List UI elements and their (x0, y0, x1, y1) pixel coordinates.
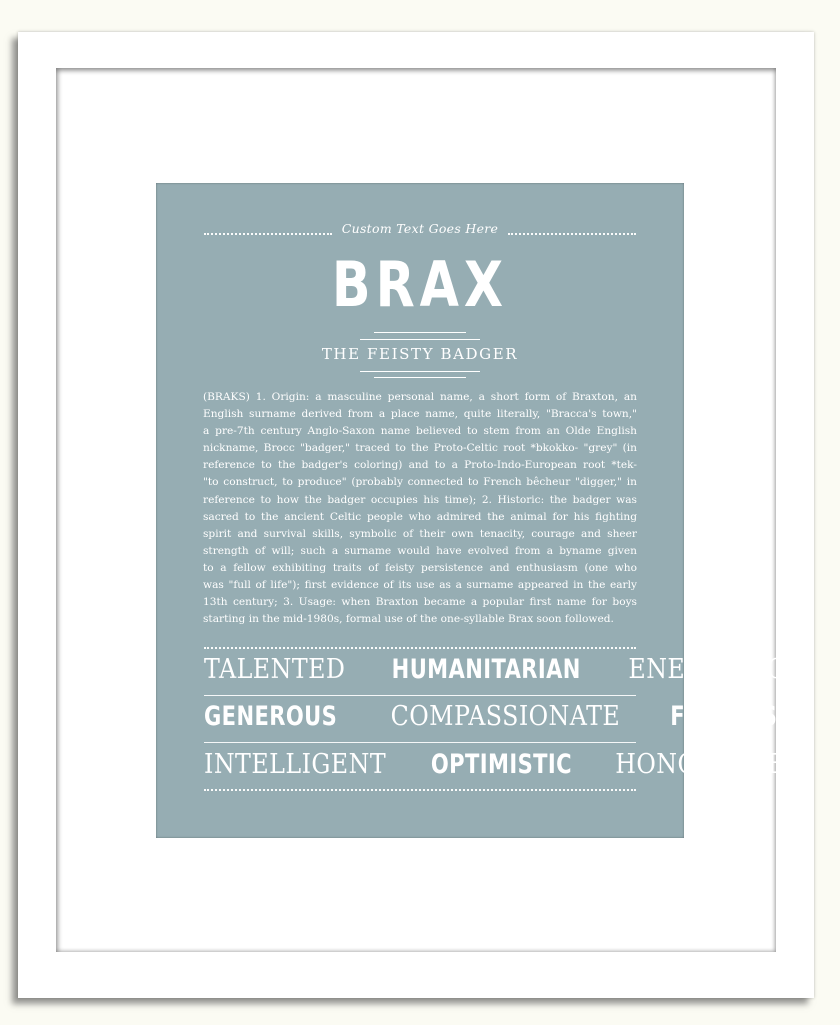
picture-frame (18, 32, 814, 998)
definition-line: "to construct, to produce" (probably connected to French bêcheur "digger," in (203, 476, 637, 489)
definition-line: reference to the badger's coloring) and to a Proto-Indo-European root *tek- (203, 459, 637, 472)
trait-divider (204, 695, 636, 696)
trait-word: ENERGETIC (628, 654, 786, 685)
name-title: BRAX (331, 248, 509, 321)
meaning-rule-bottom (360, 371, 480, 372)
trait-word: COMPASSIONATE (390, 701, 620, 732)
definition-line: (BRAKS) 1. Origin: a masculine personal name, a short form of Braxton, an (203, 391, 637, 403)
definition-line: strength of will; such a surname would have evolved from a byname given (203, 544, 637, 557)
definition-line: reference to how the badger occupies his time); 2. Historic: the badger was (203, 493, 637, 506)
definition-line: sacred to the ancient Celtic people who admired the animal for his fighting (203, 510, 637, 523)
definition-line: to a fellow exhibiting traits of feisty persistence and enthusiasm (one who (203, 561, 637, 574)
custom-text: Custom Text Goes Here (341, 221, 499, 236)
definition-line: starting in the mid-1980s, formal use of the one-syllable Brax soon followed. (203, 613, 614, 626)
traits-dotted-divider-top (204, 647, 636, 649)
trait-word: TALENTED (204, 654, 346, 685)
definition-line: spirit and survival skills, symbolic of their own tenacity, courage and sheer (203, 527, 637, 540)
trait-word: HONORABLE (614, 749, 786, 780)
custom-text-row (204, 221, 636, 241)
name-meaning: THE FEISTY BADGER (321, 345, 519, 363)
dotted-divider-right (508, 233, 636, 235)
trait-row-1 (204, 654, 786, 690)
name-definition (203, 389, 637, 628)
definition-line: was "full of life"); first evidence of its use as a surname appeared in the early (203, 579, 637, 592)
trait-word: FEARLESS (669, 701, 792, 732)
trait-word: INTELLIGENT (204, 749, 387, 780)
definition-line: nickname, Brocc "badger," traced to the Proto-Celtic root *bkokko- "grey" (in (203, 442, 637, 455)
name-print (156, 183, 792, 838)
trait-divider (204, 742, 636, 743)
trait-row-3 (204, 749, 786, 785)
traits-dotted-divider-bottom (204, 789, 636, 791)
trait-word: HUMANITARIAN (391, 654, 581, 685)
mat-board (56, 68, 792, 952)
trait-row-2 (204, 701, 792, 737)
definition-line: English surname derived from a place name, quite literally, "Bracca's town," (203, 408, 637, 421)
meaning-underline (374, 377, 466, 378)
definition-line: 13th century; 3. Usage: when Braxton became a popular first name for boys (203, 596, 637, 609)
definition-line: a pre-7th century Anglo-Saxon name believed to stem from an Olde English (203, 425, 637, 438)
trait-word: GENEROUS (204, 701, 338, 732)
name-underline (374, 332, 466, 333)
trait-word: OPTIMISTIC (430, 749, 572, 780)
meaning-rule-top (360, 339, 480, 340)
